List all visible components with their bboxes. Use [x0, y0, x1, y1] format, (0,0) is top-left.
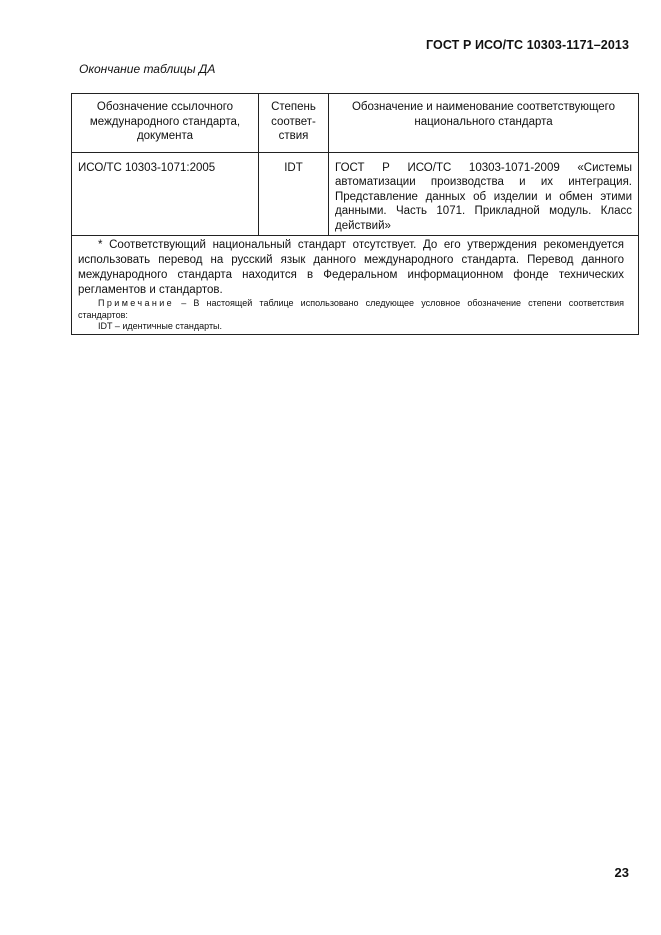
- footnote-text: * Соответствующий национальный стандарт отсутствует. До его утверждения рекомендуется использовать перевод на русский язык данного международного стандарта. Перевод данного международного стандарта находится в Федеральном информационном фонде технических регламентов и стандартов.: [78, 239, 624, 296]
- table-header-row: [72, 94, 639, 153]
- header-national-standard: Обозначение и наименование соответствующего национального стандарта: [329, 94, 639, 153]
- header-degree-of-correspondence: Степень соответ-ствия: [259, 94, 329, 153]
- page-number: 23: [614, 865, 629, 880]
- document-header-code: ГОСТ Р ИСО/ТС 10303-1171–2013: [425, 38, 629, 52]
- table-notes-row: [72, 236, 639, 335]
- table-caption: Окончание таблицы ДА: [79, 62, 216, 76]
- cell-degree: IDT: [259, 152, 329, 236]
- note-idt-definition: IDT – идентичные стандарты.: [98, 321, 223, 331]
- correspondence-table: [71, 93, 639, 335]
- header-reference-standard: Обозначение ссылочного международного стандарта, документа: [72, 94, 259, 153]
- cell-reference-standard: ИСО/ТС 10303-1071:2005: [72, 152, 259, 236]
- note-paragraph: [78, 298, 624, 321]
- table-row: [72, 152, 639, 236]
- note-text: – В настоящей таблице использовано следующее условное обозначение степени соответствия стандартов:: [78, 298, 624, 320]
- note-label: Примечание: [98, 298, 175, 308]
- cell-national-standard: ГОСТ Р ИСО/ТС 10303-1071-2009 «Системы автоматизации производства и их интеграция. Представление данных об изделии и обмен этими данными. Часть 1071. Прикладной модуль. Класс действий»: [329, 152, 639, 236]
- notes-cell: [72, 236, 639, 335]
